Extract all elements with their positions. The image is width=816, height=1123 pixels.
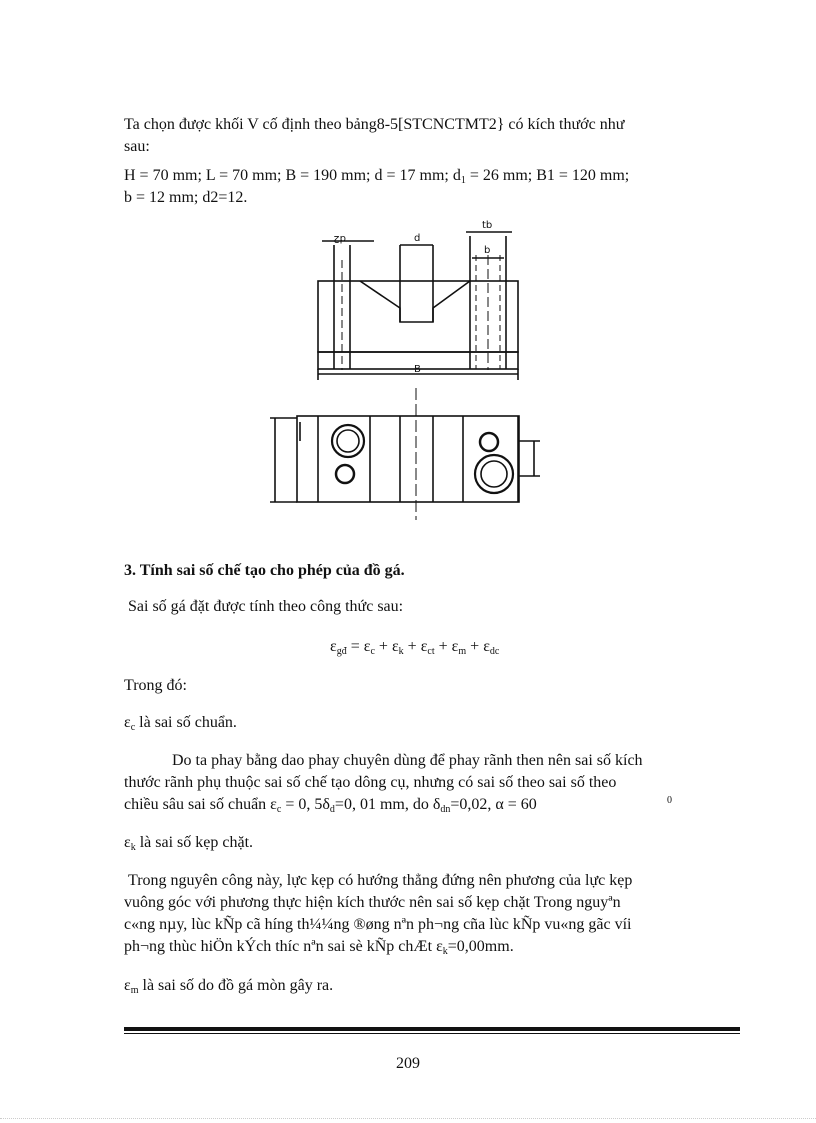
text-span: =0,00mm. <box>447 938 514 955</box>
subscript: k <box>130 842 136 853</box>
text-line: Ta chọn được khối V cố định theo bảng8-5[STCNCTMT2} có kích thước như <box>124 116 625 133</box>
formula-part: + ε <box>466 638 490 655</box>
text-line: Trong đó: <box>124 677 187 694</box>
text-span: = 26 mm; B1 = 120 mm; <box>465 167 630 184</box>
text-line: Trong nguyên công này, lực kẹp có hướng thẳng đứng nên phương của lực kẹp <box>128 872 633 889</box>
v-groove <box>360 281 470 322</box>
top-view-body <box>297 416 519 502</box>
text-line <box>124 976 333 1001</box>
text-span: ph¬ng thùc hiÖn kÝch thíc nªn sai sè kÑp chÆt ε <box>124 938 443 955</box>
formula-part: ε <box>330 638 337 655</box>
symbol: ε <box>124 834 131 851</box>
formula-sub: c <box>370 646 375 657</box>
formula-part: + ε <box>403 638 428 655</box>
text-line: Do ta phay bằng dao phay chuyên dùng để phay rãnh then nên sai số kích <box>172 752 643 769</box>
formula-part: ε <box>363 638 371 655</box>
text-line <box>124 833 253 858</box>
subscript: m <box>130 985 139 996</box>
footer-rule-thick <box>124 1027 740 1031</box>
text-line: Sai số gá đặt được tính theo công thức sau: <box>128 598 404 615</box>
label-B: B <box>414 364 421 375</box>
dimensions-line: b = 12 mm; d2=12. <box>124 189 248 206</box>
text-line <box>124 713 237 738</box>
formula-part: = <box>346 638 364 655</box>
text-line: c«ng nµy, lùc kÑp cã híng th¼¼ng ®øng nªn ph¬ng cña lùc kÑp vu«ng gãc víi <box>124 916 632 933</box>
formula-part: + ε <box>374 638 399 655</box>
text-span: chiều sâu sai số chuẩn ε <box>124 796 277 813</box>
label-d: d <box>414 233 421 244</box>
text-line: sau: <box>124 138 150 155</box>
text-span: =0,02, α = 60 <box>450 796 537 813</box>
label-d2: d2 <box>333 233 346 244</box>
subscript: k <box>442 946 448 957</box>
subscript: c <box>276 804 282 815</box>
footer-rule-thin <box>124 1033 740 1034</box>
text-span: H = 70 mm; L = 70 mm; B = 190 mm; d = 17 mm; d <box>124 167 461 184</box>
text-span: là sai số chuẩn. <box>139 714 237 731</box>
text-span: =0, 01 mm, do δ <box>334 796 441 813</box>
superscript: 0 <box>667 795 672 806</box>
text-line: thước rãnh phụ thuộc sai số chế tạo dông cụ, nhưng có sai số theo sai số theo <box>124 774 617 791</box>
symbol: ε <box>124 714 131 731</box>
formula-part: + ε <box>434 638 459 655</box>
subscript: dn <box>440 804 451 815</box>
text-line <box>124 795 537 820</box>
text-line: vuông góc với phương thực hiện kích thước nên sai số kẹp chặt Trong nguyªn <box>124 894 621 911</box>
formula-sub: gđ <box>336 646 347 657</box>
text-span: là sai số kẹp chặt. <box>139 834 254 851</box>
formula-sub: k <box>398 646 404 657</box>
label-b: b <box>484 245 491 256</box>
symbol: ε <box>124 977 131 994</box>
formula-sub: dc <box>489 646 500 657</box>
page-number: 209 <box>396 1055 420 1072</box>
section-heading: 3. Tính sai số chế tạo cho phép của đồ gá. <box>124 562 405 579</box>
subscript: 1 <box>460 175 466 186</box>
text-span: là sai số do đồ gá mòn gây ra. <box>142 977 334 994</box>
text-line <box>124 937 514 962</box>
subscript: c <box>130 722 136 733</box>
subscript: d <box>329 804 335 815</box>
formula-sub: m <box>458 646 467 657</box>
formula <box>330 638 499 657</box>
formula-sub: ct <box>427 646 435 657</box>
label-tb: tb <box>482 220 493 231</box>
page-bottom-border <box>0 1118 816 1119</box>
text-span: = 0, 5δ <box>281 796 330 813</box>
